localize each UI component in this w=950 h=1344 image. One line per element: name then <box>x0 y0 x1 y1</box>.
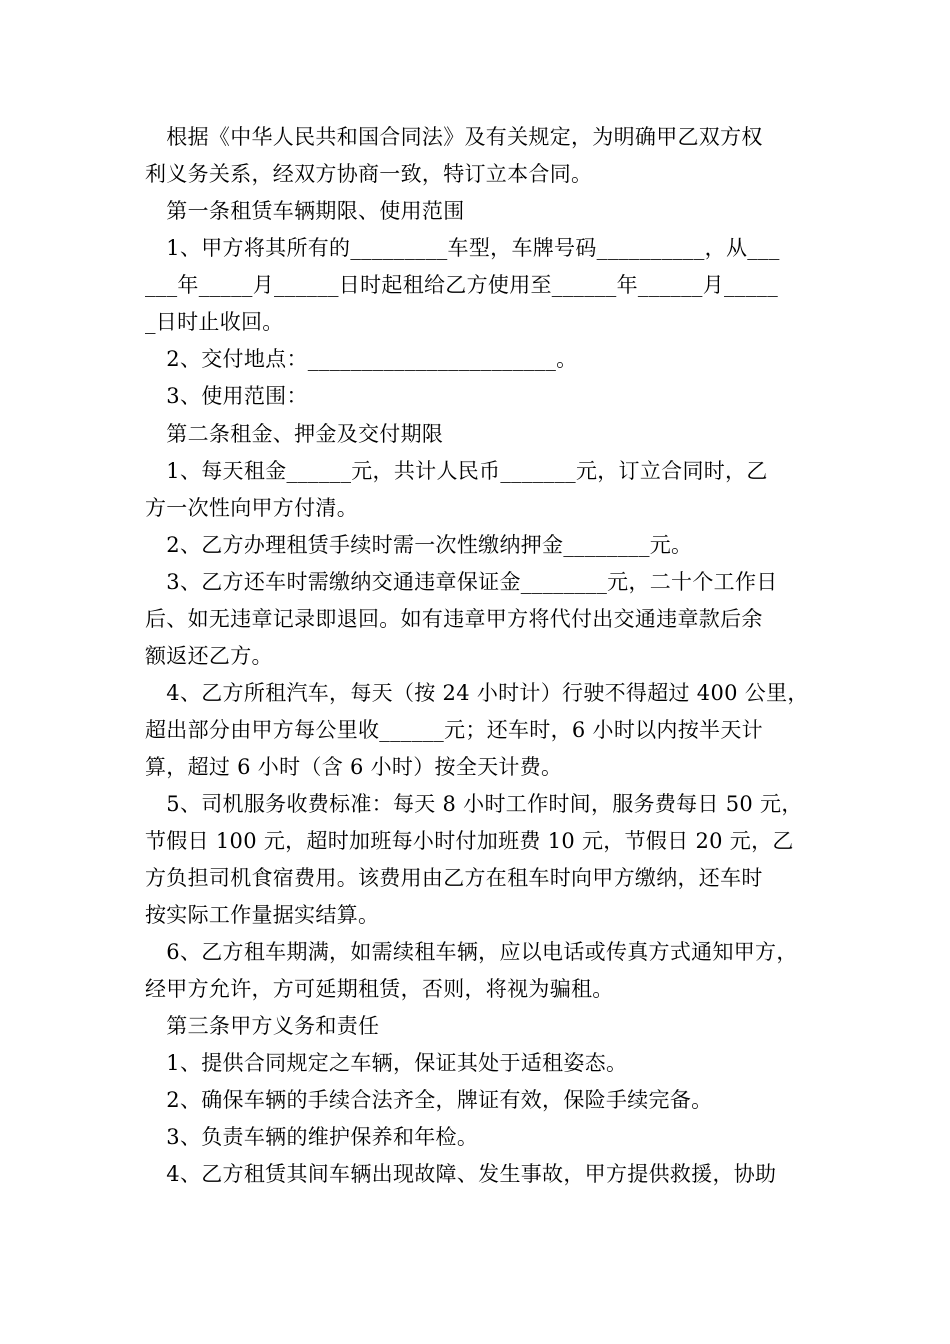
text-line: 6、乙方租车期满，如需续租车辆，应以电话或传真方式通知甲方， <box>145 940 798 964</box>
text-line: 超出部分由甲方每公里收______元；还车时，6 小时以内按半天计 <box>145 718 763 742</box>
text-line: 算，超过 6 小时（含 6 小时）按全天计费。 <box>145 755 563 779</box>
text-line: 经甲方允许，方可延期租赁，否则，将视为骗租。 <box>145 977 614 1001</box>
text-line: 1、甲方将其所有的_________车型，车牌号码__________，从___ <box>145 236 780 260</box>
text-line: 额返还乙方。 <box>145 644 273 668</box>
text-line: 5、司机服务收费标准：每天 8 小时工作时间，服务费每日 50 元， <box>145 792 803 816</box>
text-line: 利义务关系，经双方协商一致，特订立本合同。 <box>145 162 593 186</box>
text-line: 2、交付地点：_______________________。 <box>145 347 578 371</box>
section-heading: 第二条租金、押金及交付期限 <box>145 422 444 446</box>
text-line: 按实际工作量据实结算。 <box>145 903 380 927</box>
text-line: 1、每天租金______元，共计人民币_______元，订立合同时，乙 <box>145 459 768 483</box>
text-line: 3、负责车辆的维护保养和年检。 <box>145 1125 479 1149</box>
text-line: 方负担司机食宿费用。该费用由乙方在租车时向甲方缴纳，还车时 <box>145 866 763 890</box>
text-line: 后、如无违章记录即退回。如有违章甲方将代付出交通违章款后余 <box>145 607 763 631</box>
text-line: 1、提供合同规定之车辆，保证其处于适租姿态。 <box>145 1051 628 1075</box>
text-line: _日时止收回。 <box>145 310 284 334</box>
text-line: ___年_____月______日时起租给乙方使用至______年______月_____ <box>145 273 778 297</box>
text-line: 节假日 100 元，超时加班每小时付加班费 10 元，节假日 20 元，乙 <box>145 829 794 853</box>
text-line: 2、乙方办理租赁手续时需一次性缴纳押金________元。 <box>145 533 693 557</box>
text-line: 4、乙方所租汽车，每天（按 24 小时计）行驶不得超过 400 公里， <box>145 681 809 705</box>
text-line: 方一次性向甲方付清。 <box>145 496 358 520</box>
section-heading: 第三条甲方义务和责任 <box>145 1014 380 1038</box>
text-line: 3、使用范围： <box>145 384 308 408</box>
text-line: 3、乙方还车时需缴纳交通违章保证金________元，二十个工作日 <box>145 570 778 594</box>
text-line: 4、乙方租赁其间车辆出现故障、发生事故，甲方提供救援，协助 <box>145 1162 777 1186</box>
text-line: 根据《中华人民共和国合同法》及有关规定，为明确甲乙双方权 <box>145 125 763 149</box>
text-line: 2、确保车辆的手续合法齐全，牌证有效，保险手续完备。 <box>145 1088 713 1112</box>
section-heading: 第一条租赁车辆期限、使用范围 <box>145 199 465 223</box>
